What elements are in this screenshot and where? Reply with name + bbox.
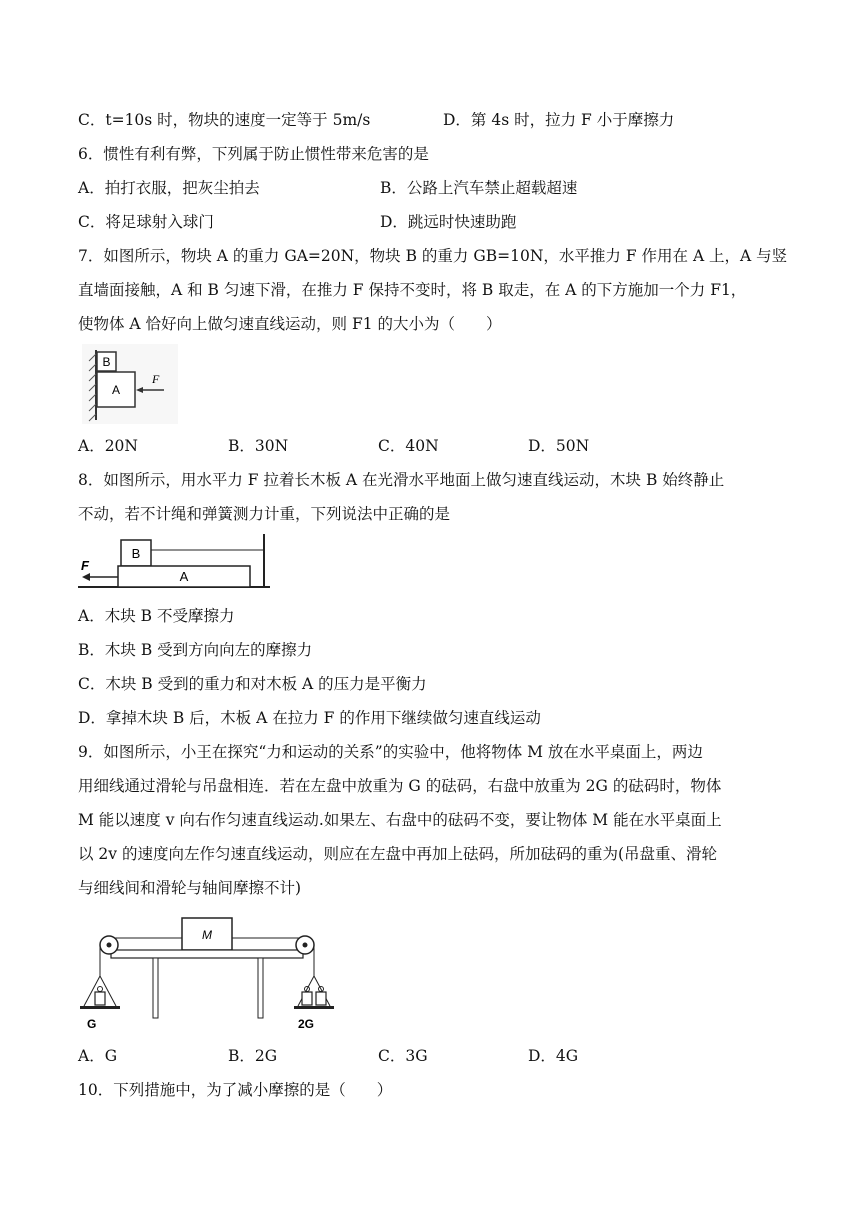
q9-left-pan [80, 976, 120, 1009]
q8-option-d: D．拿掉木块 B 后，木板 A 在拉力 F 的作用下继续做匀速直线运动 [78, 709, 541, 727]
q7-figure [82, 344, 178, 424]
q8-option-b: B．木块 B 受到方向向左的摩擦力 [78, 641, 313, 659]
q8-stem-line-1: 8．如图所示，用水平力 F 拉着长木板 A 在光滑水平地面上做匀速直线运动，木块 B 始终静止 [78, 471, 725, 489]
q8-board-a-label: A [179, 569, 189, 584]
q7-stem-line-3: 使物体 A 恰好向上做匀速直线运动，则 F1 的大小为（ ） [78, 315, 502, 333]
q6-stem: 6．惯性有利有弊，下列属于防止惯性带来危害的是 [78, 145, 429, 163]
q9-right-pan [294, 976, 334, 1009]
q7-stem-line-1: 7．如图所示，物块 A 的重力 GA=20N，物块 B 的重力 GB=10N，水平推力 F 作用在 A 上，A 与竖 [78, 247, 788, 265]
q9-table-top [111, 950, 303, 958]
q9-stem-line-1: 9．如图所示，小王在探究“力和运动的关系”的实验中，他将物体 M 放在水平桌面上，两边 [78, 743, 703, 761]
q8-option-c: C．木块 B 受到的重力和对木板 A 的压力是平衡力 [78, 675, 427, 693]
q9-option-b: B．2G [228, 1047, 278, 1065]
q9-figure [76, 912, 346, 1034]
q6-option-a: A．拍打衣服，把灰尘拍去 [78, 179, 260, 197]
q7-force-label: F [152, 372, 160, 386]
q8-force-label: F [81, 558, 89, 573]
q8-figure [78, 532, 270, 590]
q7-block-b-label: B [102, 355, 111, 369]
q8-stem-line-2: 不动，若不计绳和弹簧测力计重，下列说法中正确的是 [78, 505, 451, 523]
q5-option-d: D．第 4s 时，拉力 F 小于摩擦力 [443, 111, 675, 129]
q8-block-b-label: B [131, 546, 141, 561]
q9-option-d: D．4G [528, 1047, 579, 1065]
q7-option-d: D．50N [528, 437, 590, 455]
q6-option-b: B．公路上汽车禁止超载超速 [380, 179, 578, 197]
q9-right-label: 2G [298, 1017, 315, 1031]
q9-option-a: A．G [78, 1047, 118, 1065]
q7-block-a-label: A [111, 383, 121, 397]
q9-stem-line-5: 与细线间和滑轮与轴间摩擦不计) [78, 879, 302, 897]
q9-stem-line-2: 用细线通过滑轮与吊盘相连．若在左盘中放重为 G 的砝码，右盘中放重为 2G 的砝码时，物体 [78, 777, 722, 795]
q9-left-label: G [87, 1017, 97, 1031]
q9-stem-line-4: 以 2v 的速度向左作匀速直线运动，则应在左盘中再加上砝码，所加砝码的重为(吊盘重、滑轮 [78, 845, 718, 863]
q6-option-c: C．将足球射入球门 [78, 213, 214, 231]
q8-option-a: A．木块 B 不受摩擦力 [78, 607, 235, 625]
q7-option-b: B．30N [228, 437, 289, 455]
q5-option-c: C．t=10s 时，物块的速度一定等于 5m/s [78, 111, 371, 129]
q6-option-d: D．跳远时快速助跑 [380, 213, 517, 231]
q7-option-a: A．20N [78, 437, 138, 455]
q9-block-m-label: M [202, 928, 212, 942]
q9-option-c: C．3G [378, 1047, 428, 1065]
q10-stem: 10．下列措施中，为了减小摩擦的是（ ） [78, 1081, 393, 1099]
q7-option-c: C．40N [378, 437, 439, 455]
q9-stem-line-3: M 能以速度 v 向右作匀速直线运动.如果左、右盘中的砝码不变，要让物体 M 能在水平桌面上 [78, 811, 722, 829]
q7-stem-line-2: 直墙面接触，A 和 B 匀速下滑，在推力 F 保持不变时，将 B 取走，在 A 的下方施加一个力 F1， [78, 281, 747, 299]
